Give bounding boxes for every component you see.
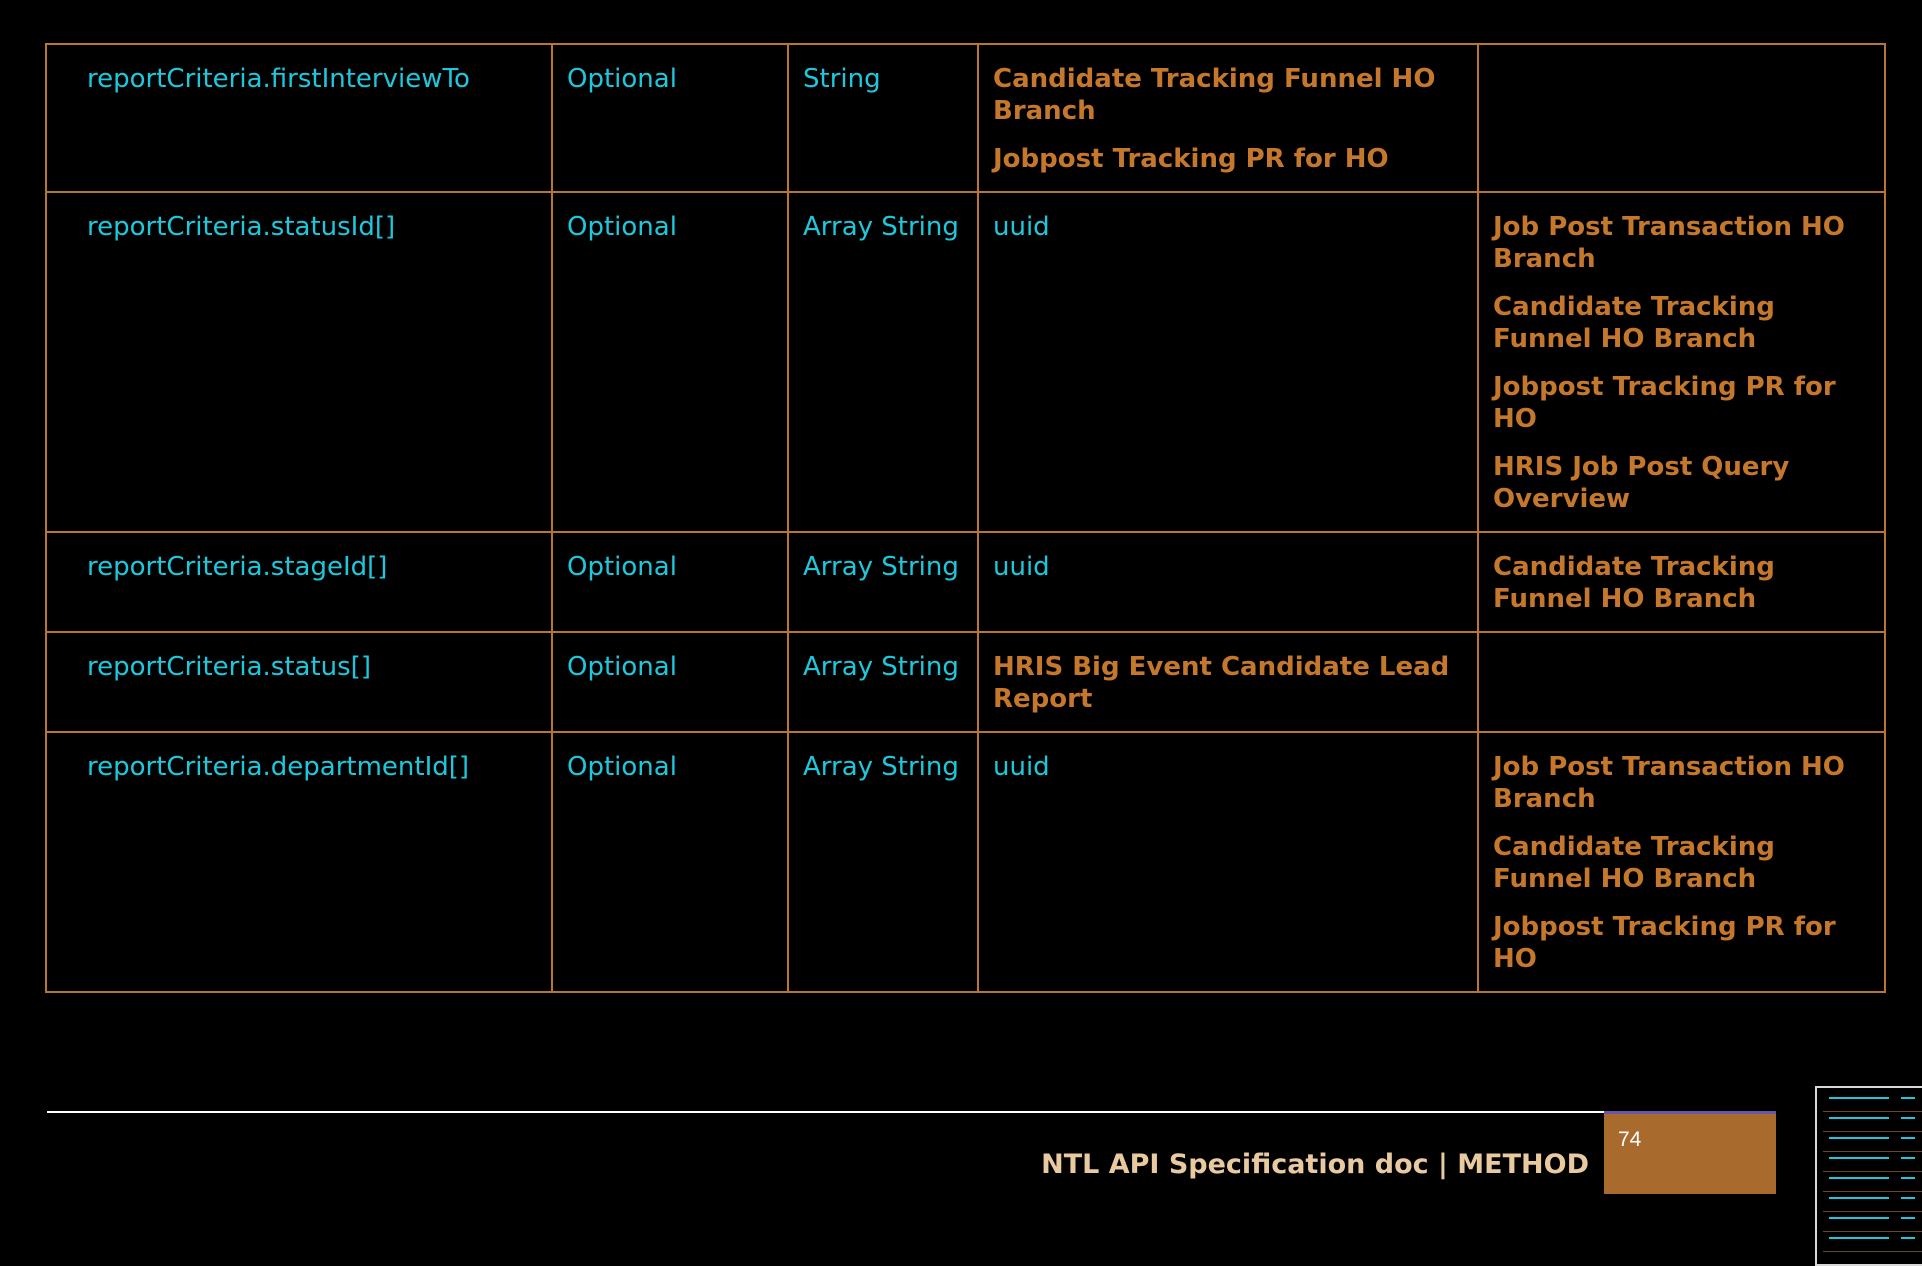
param-name-cell: reportCriteria.statusId[] — [46, 192, 552, 532]
thumbnail-row — [1823, 1152, 1922, 1172]
page-number-box — [1604, 1111, 1776, 1194]
report-name: Job Post Transaction HO Branch — [1493, 212, 1845, 274]
param-format-cell: uuid — [978, 532, 1478, 632]
param-format-cell — [978, 44, 1478, 192]
report-name: Jobpost Tracking PR for HO — [1493, 912, 1836, 974]
footer-title: NTL API Specification doc | METHOD — [1041, 1149, 1589, 1180]
param-name-cell: reportCriteria.stageId[] — [46, 532, 552, 632]
table-row — [46, 192, 1885, 532]
report-name: Job Post Transaction HO Branch — [1493, 752, 1845, 814]
param-reports-cell — [1478, 532, 1885, 632]
param-required-cell: Optional — [552, 532, 788, 632]
param-required-cell: Optional — [552, 44, 788, 192]
param-type-cell: Array String — [788, 192, 978, 532]
report-name: Candidate Tracking Funnel HO Branch — [993, 64, 1436, 126]
thumbnail-row — [1823, 1212, 1922, 1232]
thumbnail-row — [1823, 1192, 1922, 1212]
table-row — [46, 632, 1885, 732]
report-name: Candidate Tracking Funnel HO Branch — [1493, 552, 1775, 614]
param-type-cell: Array String — [788, 632, 978, 732]
param-format-cell: uuid — [978, 732, 1478, 992]
param-required-cell: Optional — [552, 192, 788, 532]
thumbnail-row — [1823, 1172, 1922, 1192]
table-row — [46, 532, 1885, 632]
param-required-cell: Optional — [552, 632, 788, 732]
param-reports-cell — [1478, 44, 1885, 192]
report-name: Jobpost Tracking PR for HO — [993, 144, 1389, 174]
param-type-cell: String — [788, 44, 978, 192]
page-thumbnail[interactable] — [1815, 1086, 1922, 1266]
param-type-cell: Array String — [788, 732, 978, 992]
report-name: Candidate Tracking Funnel HO Branch — [1493, 832, 1775, 894]
param-name-cell: reportCriteria.firstInterviewTo — [46, 44, 552, 192]
param-required-cell: Optional — [552, 732, 788, 992]
table-row — [46, 732, 1885, 992]
param-reports-cell — [1478, 632, 1885, 732]
parameter-table — [45, 43, 1886, 993]
thumbnail-row — [1823, 1112, 1922, 1132]
report-name: HRIS Job Post Query Overview — [1493, 452, 1790, 514]
param-format-cell: uuid — [978, 192, 1478, 532]
footer-divider — [47, 1111, 1605, 1113]
report-name: Candidate Tracking Funnel HO Branch — [1493, 292, 1775, 354]
thumbnail-row — [1823, 1132, 1922, 1152]
page-number: 74 — [1618, 1128, 1642, 1151]
report-name: HRIS Big Event Candidate Lead Report — [993, 652, 1450, 714]
report-name: Jobpost Tracking PR for HO — [1493, 372, 1836, 434]
param-format-cell — [978, 632, 1478, 732]
table-row — [46, 44, 1885, 192]
param-reports-cell — [1478, 192, 1885, 532]
param-reports-cell — [1478, 732, 1885, 992]
thumbnail-row — [1823, 1092, 1922, 1112]
param-name-cell: reportCriteria.departmentId[] — [46, 732, 552, 992]
param-name-cell: reportCriteria.status[] — [46, 632, 552, 732]
thumbnail-row — [1823, 1232, 1922, 1252]
param-type-cell: Array String — [788, 532, 978, 632]
